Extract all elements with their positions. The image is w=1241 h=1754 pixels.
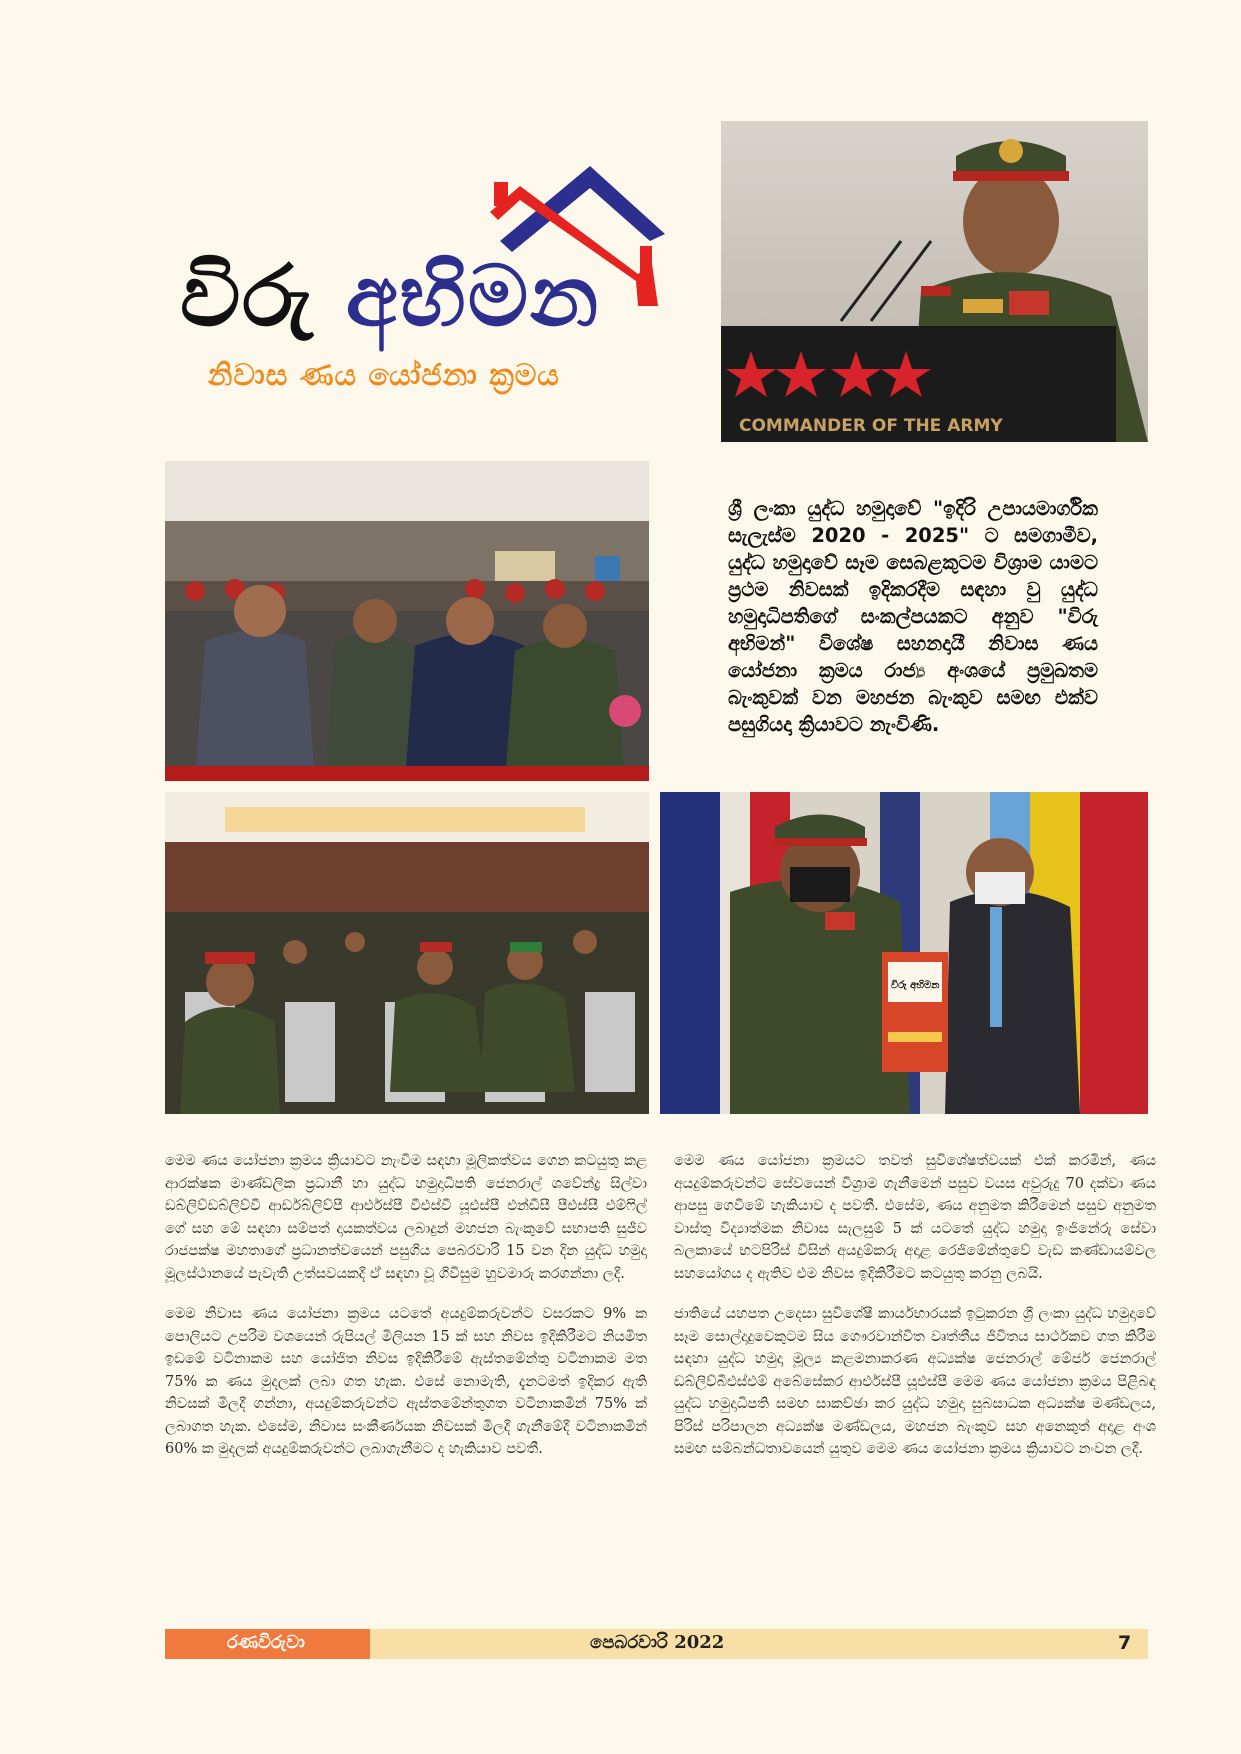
logo-subtitle: නිවාස ණය යෝජනා ක්‍රමය — [208, 358, 560, 393]
body-paragraph: ජාතියේ යහපත උදෙසා සුවිශේෂී කාර්යභාරයක් ඉටුකරන ශ්‍රී ලංකා යුද්ධ හමුදාවේ සෑම සොල්දාදුවෙකුටම සිය ගෞරවාන්විත වෘත්තීය ජීවිතය සාර්ථකව ගත කිරීම සඳහා යුද්ධ හමුදා මූල්‍ය කළමනාකරණ අධ්‍යක්ෂ ජෙනරාල් මේජර් ජෙනරාල් ඩබ්ලිව්බීඑස්එම් අබේසේකර ආර්එස්පී යූඑස්පී මෙම ණය යෝජනා ක්‍රමය පිළිබඳ යුද්ධ හමුදාධිපති සමඟ සාකච්ඡා කර යුද්ධ හමුදා සුබසාධක අධ්‍යක්ෂ මණ්ඩලය, පිරිස් පරිපාලන අධ්‍යක්ෂ මණ්ඩලය, මහජන බැංකුව සහ අනෙකුත් අදාළ අංශ සමඟ සම්බන්ධතාවයෙන් යුතුව මෙම ණය යෝජනා ක්‍රමය ක්‍රියාවට නංවන ලදී. — [674, 1306, 1156, 1457]
footer-date: පෙබරවාරි 2022 — [590, 1632, 725, 1653]
logo-title — [180, 246, 600, 346]
footer-brand: රණවිරුවා — [227, 1632, 305, 1653]
viru-abhimana-logo — [170, 150, 700, 410]
photo-dignitaries-seated — [165, 461, 649, 781]
intro-paragraph: ශ්‍රී ලංකා යුද්ධ හමුදාවේ "ඉදිරි උපායමාර්ගික සැලැස්ම 2020 - 2025" ට සමගාමීව, යුද්ධ හමුදාවේ සෑම සෙබළකුටම විශ්‍රාම යාමට ප්‍රථම නිවසක් ඉදිකරදීම සඳහා වු යුද්ධ හමුදාධිපතිගේ සංකල්පයකට අනුව "විරු අභිමන්" විශේෂ සහනදායී නිවාස ණය යෝජනා ක්‍රමය රාජ්‍ය අංශයේ ප්‍රමුඛතම බැංකුවක් වන මහජන බැංකුව සමඟ එක්ව පසුගියදා ක්‍රියාවට නැංවිණි. — [728, 497, 1098, 736]
logo-title-part1: විරු — [180, 247, 315, 345]
body-column-left — [165, 1150, 647, 1479]
body-column-right — [674, 1150, 1156, 1479]
page-footer — [165, 1629, 1148, 1659]
body-paragraph: මෙම ණය යෝජනා ක්‍රමයට තවත් සුවිශේෂත්වයක් එක් කරමින්, ණය අයදුම්කරුවන්ට සේවයෙන් විශ්‍රාම ගැනීමෙන් පසුව වයස අවුරුදු 70 දක්වා ණය ආපසු ගෙවීමේ හැකියාව ද පවතී. එසේම, ණය අනුමත කිරීමෙන් පසුව අනුමත වාස්තු විද්‍යාත්මක නිවාස සැලසුම් 5 ක් යටතේ යුද්ධ හමුදා ඉංජිනේරු සේවා බලකායේ භටපිරිස් විසින් අයදුම්කරු අදාළ රෙජිමේන්තුවේ වැඩ කණ්ඩායම්වල සහයෝගය ද ඇතිව එම නිවස ඉදිකිරීමට කටයුතු කරනු ලබයි. — [674, 1153, 1156, 1282]
body-paragraph: මෙම නිවාස ණය යෝජනා ක්‍රමය යටතේ අයදුම්කරුවන්ට වසරකට 9% ක පොලියට උපරිම වශයෙන් රුපියල් මිලියන 15 ක් සහ නිවස ඉදිකිරීමට නියමිත ඉඩමේ වටිනාකම සහ යෝජිත නිවස ඉදිකිරීමේ ඇස්තමේන්තු වටිනාකම මත 75% ක ණය මුදලක් ලබා ගත හැක. එසේ නොමැති, දැනටමත් ඉදිකර ඇති නිවසක් මිලදී ගන්නා, අයදුම්කරුවන්ට ඇස්තමේන්තුගත වටිනාකමින් 75% ක් ලබාගත හැක. එසේම, නිවාස සංකීර්ණයක නිවසක් මිලදී ගැනීමේදී වටිනාකමින් 60% ක මුදලක් අයදුම්කරුවන්ට ලබාගැනීමට ද හැකියාව පවතී. — [165, 1306, 647, 1457]
logo-title-part2: අභිමන — [345, 247, 601, 345]
body-paragraph: මෙම ණය යෝජනා ක්‍රමය ක්‍රියාවට නැංවීම සඳහා මූලිකත්වය ගෙන කටයුතු කළ ආරක්ෂක මාණ්ඩලික ප්‍රධානී හා යුද්ධ හමුදාධිපති ජෙනරාල් ශවේන්ද්‍ර සිල්වා ඩබ්ලිව්ඩබ්ලිව්වී ආර්ඩබ්ලිව්පී ආර්එස්පී වීඑස්වී යූඑස්පී එන්ඩීසී පීඑස්සී එම්ෆිල් ගේ සහ මේ සඳහා සම්පත් දායකත්වය ලබාදුන් මහජන බැංකුවේ සභාපති සුජීව රාජපක්ෂ මහතාගේ ප්‍රධානත්වයෙන් පසුගිය පෙබරවාරි 15 වන දින යුද්ධ හමුදා මූලස්ථානයේ පැවැති උත්සවයකදී ඒ සඳහා වූ ගිවිසුම හුවමාරු කරගන්නා ලදී. — [165, 1153, 647, 1282]
podium-sign-text: COMMANDER OF THE ARMY — [739, 416, 1003, 436]
photo-audience — [165, 792, 649, 1114]
page-number: 7 — [1118, 1632, 1132, 1654]
photo-commander-podium — [721, 121, 1148, 442]
photo-handover — [660, 792, 1148, 1114]
booklet-title: විරු අභිමන — [891, 980, 940, 991]
